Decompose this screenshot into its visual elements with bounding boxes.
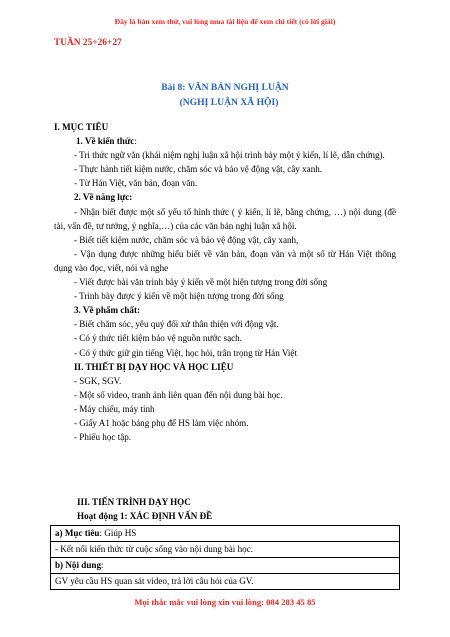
table-cell bbox=[51, 542, 400, 558]
equipment-item: - Phiếu học tập. bbox=[74, 432, 132, 443]
knowledge-heading-row bbox=[54, 134, 396, 148]
preview-banner: Đây là bản xem thử, vui lòng mua tài liệu để xem chi tiết (có lời giải) bbox=[114, 17, 336, 26]
week-label: TUẦN 25+26+27 bbox=[54, 38, 122, 48]
goal-item: - Kết nối kiến thức từ cuộc sống vào nội dung bài học. bbox=[55, 544, 254, 554]
equipment-item: - SGK, SGV. bbox=[74, 375, 122, 386]
table-row bbox=[51, 526, 400, 542]
skills-item: - Nhận biết được một số yếu tố hình thức ( ý kiến, lí lẽ, bằng chứng, …) nội dung (đề tài, vấn đề, tư tưởng, ý nghĩa,…) của các văn bản nghị luận xã hội. bbox=[54, 206, 396, 231]
qualities-item: - Có ý thức tiết kiệm bảo vệ nguồn nước sạch. bbox=[74, 333, 242, 344]
section-heading-process: III. TIẾN TRÌNH DẠY HỌC bbox=[77, 497, 191, 507]
table-row bbox=[51, 574, 400, 590]
qualities-item: - Biết chăm sóc, yêu quý đối xử thân thiện với động vật. bbox=[74, 319, 279, 330]
equipment-item: - Máy chiếu, máy tính bbox=[74, 403, 155, 414]
table-row bbox=[51, 542, 400, 558]
table-cell bbox=[51, 526, 400, 542]
table-cell bbox=[51, 558, 400, 574]
skills-heading: 2. Về năng lực: bbox=[74, 192, 133, 203]
lesson-subtitle: (NGHỊ LUẬN XÃ HỘI) bbox=[179, 97, 279, 108]
goal-value: : Giúp HS bbox=[99, 528, 137, 538]
content-colon: : bbox=[101, 560, 104, 570]
content-item: GV yêu cầu HS quan sát video, trả lời câu hỏi của GV. bbox=[55, 576, 254, 586]
section-heading-objectives: I. MỤC TIÊU bbox=[54, 122, 109, 132]
table-cell bbox=[51, 574, 400, 590]
skills-item: - Viết được bài văn trình bày ý kiến về một hiện tượng trong đời sống bbox=[74, 277, 328, 288]
knowledge-heading-colon: : bbox=[134, 136, 137, 147]
content-label: b) Nội dung bbox=[55, 560, 101, 570]
goal-label: a) Mục tiêu bbox=[55, 528, 100, 538]
skills-item: - Trình bày được ý kiến về một hiện tượng trong đời sống bbox=[74, 291, 284, 302]
contact-banner: Mọi thắc mắc vui lòng xin vui lòng: 084 283 45 85 bbox=[134, 597, 316, 607]
knowledge-item: - Từ Hán Việt, văn bản, đoạn văn. bbox=[74, 178, 198, 189]
activity-heading: Hoạt động 1: XÁC ĐỊNH VẤN ĐỀ bbox=[77, 511, 213, 521]
qualities-heading: 3. Về phẩm chất: bbox=[74, 305, 141, 316]
knowledge-item: - Tri thức ngữ văn (khái niệm nghị luận xã hội trình bày một ý kiến, lí lẽ, dẫn chứng). bbox=[74, 150, 385, 161]
skills-item: - Biết tiết kiệm nước, chăm sóc và bảo vệ động vật, cây xanh, bbox=[74, 234, 299, 245]
knowledge-heading: 1. Về kiến thức bbox=[76, 136, 135, 147]
section-heading-equipment: II. THIẾT BỊ DẠY HỌC VÀ HỌC LIỆU bbox=[74, 361, 234, 372]
table-row bbox=[51, 558, 400, 574]
equipment-item: - Một số video, tranh ảnh liên quan đến nội dung bài học. bbox=[74, 389, 283, 400]
activity-table bbox=[50, 525, 400, 590]
qualities-item: - Có ý thức giữ gìn tiếng Việt, học hỏi, trân trọng từ Hán Việt bbox=[74, 347, 297, 358]
lesson-title: Bài 8: VĂN BẢN NGHỊ LUẬN bbox=[161, 82, 289, 93]
skills-item: - Vận dụng được những hiểu biết về văn bản, đoạn văn và một số từ Hán Việt thông dụng vào đọc, viết, nói và nghe bbox=[54, 248, 396, 273]
equipment-item: - Giấy A1 hoặc bảng phụ để HS làm việc nhóm. bbox=[74, 417, 249, 428]
knowledge-item: - Thực hành tiết kiệm nước, chăm sóc và bảo vệ động vật, cây xanh. bbox=[74, 164, 323, 175]
lesson-body bbox=[54, 120, 396, 444]
